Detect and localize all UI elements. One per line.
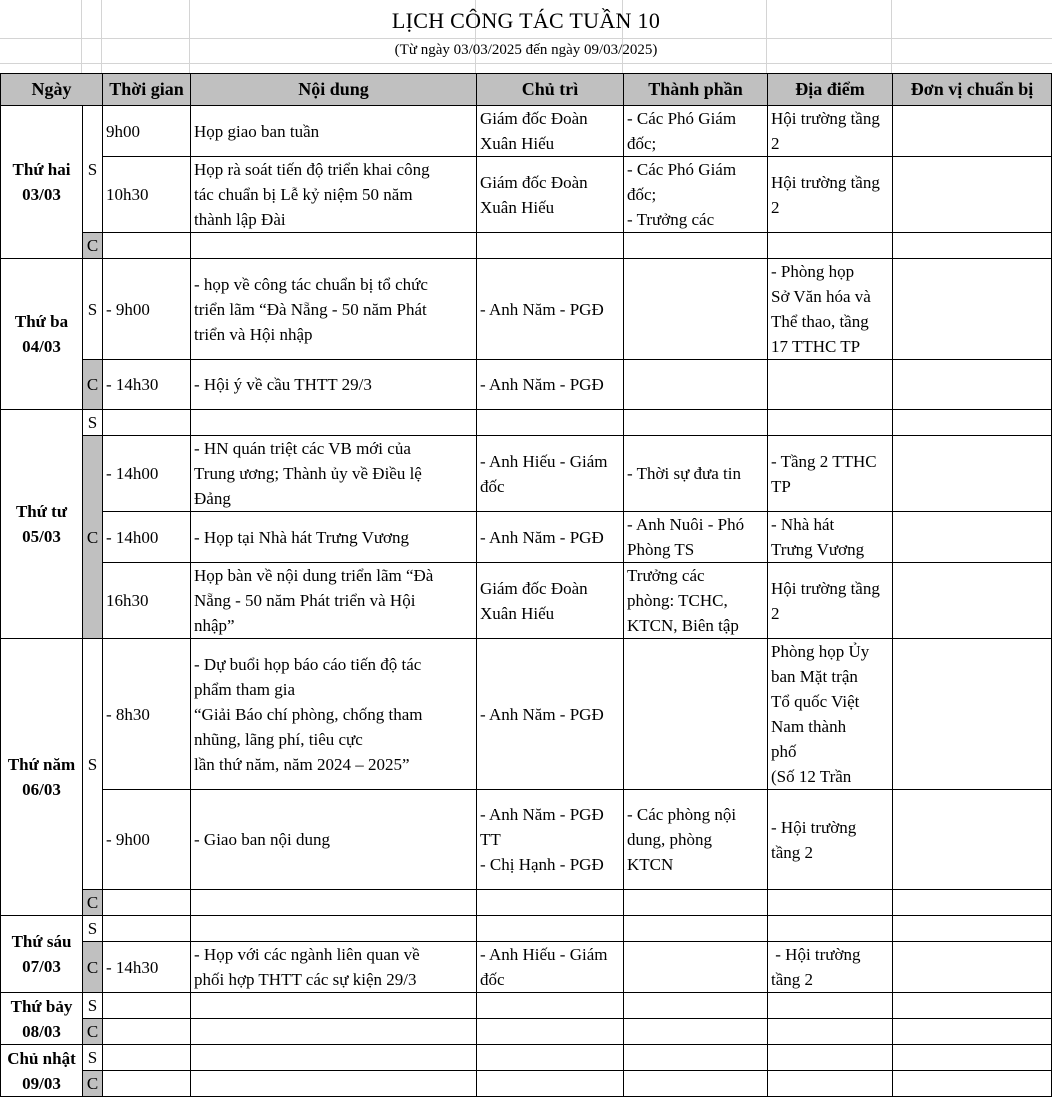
table-row [1,106,1052,157]
day-name: Thứ bảy [10,996,73,1016]
prep-unit-cell [893,916,1052,942]
prep-unit-cell [893,157,1052,233]
text-line: Họp giao ban tuần [194,121,320,141]
text-line: - Phòng họp [771,262,855,281]
table-row [1,563,1052,639]
table-row [1,360,1052,410]
members-cell [624,233,768,259]
text-line: Giám đốc Đoàn [480,578,588,598]
text-line: 17 TTHC TP [771,337,861,356]
text-line: - HN quán triệt các VB mới của [194,439,411,458]
date-range: (Từ ngày 03/03/2025 đến ngày 09/03/2025) [394,42,658,58]
text-line: triển lãm “Đà Nẵng - 50 năm Phát [194,299,427,319]
location-cell [768,1045,893,1071]
text-line: đốc [480,970,505,989]
text-line: tầng 2 [771,970,814,989]
text-line: phẩm tham gia [194,679,296,699]
text-line: - Anh Hiếu - Giám [480,451,608,471]
location-cell [768,890,893,916]
prep-unit-cell [893,512,1052,563]
location-cell [768,993,893,1019]
table-row [1,890,1052,916]
prep-unit-cell [893,233,1052,259]
session-morning: S [83,259,103,360]
text-line: Xuân Hiếu [480,134,555,153]
text-line: Trung ương; Thành ủy về Điều lệ [194,464,422,483]
text-line: đốc; [627,185,657,204]
text-line: Hội trường tầng [771,109,880,128]
text-line: - Giao ban nội dung [194,830,330,849]
host-cell [477,1045,624,1071]
time-cell [103,1019,191,1045]
text-line: Đảng [194,489,231,508]
text-line: Họp rà soát tiến độ triển khai công [194,160,430,179]
day-date: 06/03 [22,780,61,799]
table-row [1,233,1052,259]
gridline [0,63,1052,64]
content-cell [191,790,477,890]
content-cell [191,360,477,410]
day-name: Thứ ba [14,312,69,331]
location-cell [768,106,893,157]
text-line: - Thời sự đưa tin [627,464,741,483]
text-line: Phòng họp Ủy [771,642,870,661]
text-line: phòng: TCHC, [627,591,728,610]
text-line: Nẵng - 50 năm Phát triển và Hội [194,591,416,610]
location-cell [768,157,893,233]
text-line: TP [771,476,791,496]
time-cell: - 9h00 [103,790,191,890]
session-afternoon: C [83,890,103,916]
members-cell [624,157,768,233]
text-line: đốc [480,476,505,496]
table-row [1,942,1052,993]
day-name: Thứ sáu [11,932,72,951]
text-line: - Anh Năm - PGĐ [480,375,604,394]
day-date: 07/03 [22,957,61,976]
day-cell [1,410,83,639]
text-line: lần thứ năm, năm 2024 – 2025” [194,754,410,774]
text-line: - Dự buổi họp báo cáo tiến độ tác [194,654,422,674]
members-cell [624,942,768,993]
content-cell [191,410,477,436]
time-cell: - 14h00 [103,512,191,563]
content-cell [191,639,477,790]
day-name: Chủ nhật [7,1048,76,1068]
members-cell [624,410,768,436]
col-header-content: Nội dung [191,74,477,106]
members-cell [624,1019,768,1045]
day-date: 05/03 [22,527,61,546]
text-line: Phòng TS [627,540,695,559]
text-line: Nam thành [771,717,847,736]
prep-unit-cell [893,259,1052,360]
text-line: - Anh Năm - PGĐ [480,527,604,547]
text-line: 2 [771,603,780,623]
text-line: 2 [771,197,780,217]
text-line: - Các Phó Giám [627,160,737,179]
text-line: Thể thao, tầng [771,312,869,331]
text-line: triển và Hội nhập [194,324,313,344]
time-cell: 9h00 [103,106,191,157]
time-cell [103,410,191,436]
time-cell: - 14h00 [103,436,191,512]
text-line: - Họp với các ngành liên quan về [194,945,420,964]
location-cell [768,259,893,360]
members-cell [624,790,768,890]
table-row [1,1019,1052,1045]
session-morning: S [83,1045,103,1071]
day-date: 03/03 [22,185,61,204]
content-cell [191,993,477,1019]
text-line: - Trưởng các [627,210,715,229]
host-cell [477,233,624,259]
table-row [1,1045,1052,1071]
host-cell [477,890,624,916]
host-cell [477,942,624,993]
location-cell [768,512,893,563]
text-line: Giám đốc Đoàn [480,172,588,192]
members-cell [624,436,768,512]
day-date: 09/03 [22,1073,61,1093]
content-cell [191,916,477,942]
text-line: (Số 12 Trần [771,767,852,786]
location-cell [768,916,893,942]
time-cell [103,1045,191,1071]
table-row [1,790,1052,890]
location-cell [768,1071,893,1097]
content-cell [191,157,477,233]
text-line: 2 [771,134,780,153]
text-line: - Hội trường [771,817,857,837]
session-afternoon: C [83,942,103,993]
members-cell [624,259,768,360]
table-row [1,259,1052,360]
text-line: - Tầng 2 TTHC [771,451,877,471]
content-cell [191,233,477,259]
host-cell [477,1071,624,1097]
prep-unit-cell [893,1019,1052,1045]
content-cell [191,1019,477,1045]
time-cell [103,233,191,259]
prep-unit-cell [893,890,1052,916]
host-cell [477,259,624,360]
members-cell [624,563,768,639]
text-line: TT [480,830,501,849]
text-line: - Các phòng nội [627,805,737,824]
prep-unit-cell [893,639,1052,790]
time-cell: - 14h30 [103,360,191,410]
text-line: - Anh Nuôi - Phó [627,515,745,534]
members-cell [624,639,768,790]
host-cell [477,639,624,790]
content-cell [191,1071,477,1097]
content-cell [191,890,477,916]
prep-unit-cell [893,563,1052,639]
time-cell [103,916,191,942]
session-afternoon: C [83,1071,103,1097]
text-line: Hội trường tầng [771,172,880,192]
col-header-members: Thành phần [624,74,768,106]
host-cell [477,157,624,233]
time-cell: 10h30 [103,157,191,233]
text-line: tầng 2 [771,842,814,862]
day-name: Thứ năm [7,755,76,774]
col-header-day: Ngày [1,74,103,106]
page-title: LỊCH CÔNG TÁC TUẦN 10 [391,8,661,33]
session-afternoon: C [83,436,103,639]
host-cell [477,512,624,563]
table-row [1,410,1052,436]
prep-unit-cell [893,993,1052,1019]
text-line: phối hợp THTT các sự kiện 29/3 [194,970,417,989]
location-cell [768,410,893,436]
table-row [1,157,1052,233]
text-line: dung, phòng [627,830,712,849]
host-cell [477,993,624,1019]
location-cell [768,563,893,639]
text-line: - họp về công tác chuẩn bị tổ chức [194,274,428,294]
table-row [1,436,1052,512]
time-cell: 16h30 [103,563,191,639]
host-cell [477,1019,624,1045]
text-line: - Chị Hạnh - PGĐ [480,855,604,874]
prep-unit-cell [893,1071,1052,1097]
day-date: 08/03 [22,1021,61,1041]
text-line: - Hội ý về cầu THTT 29/3 [194,375,372,394]
host-cell [477,916,624,942]
session-afternoon: C [83,1019,103,1045]
members-cell [624,890,768,916]
text-line: “Giải Báo chí phòng, chống tham [194,704,423,724]
host-cell [477,410,624,436]
prep-unit-cell [893,1045,1052,1071]
text-line: Trưng Vương [771,540,865,559]
text-line: - Họp tại Nhà hát Trưng Vương [194,527,410,547]
text-line: Họp bàn về nội dung triển lãm “Đà [194,566,434,585]
location-cell [768,436,893,512]
members-cell [624,993,768,1019]
header-row [1,74,1052,106]
members-cell [624,106,768,157]
text-line: thành lập Đài [194,210,286,229]
text-line: Xuân Hiếu [480,197,555,217]
content-cell [191,106,477,157]
table-row [1,1071,1052,1097]
text-line: Sở Văn hóa và [771,287,871,306]
prep-unit-cell [893,436,1052,512]
text-line: - Anh Năm - PGĐ [480,805,604,824]
text-line: nhập” [194,616,235,635]
text-line: Xuân Hiếu [480,603,555,623]
members-cell [624,512,768,563]
text-line: - Nhà hát [771,515,835,534]
table-row [1,916,1052,942]
session-afternoon: C [83,360,103,410]
host-cell [477,436,624,512]
time-cell [103,890,191,916]
schedule-table [0,73,1052,1097]
members-cell [624,360,768,410]
text-line: đốc; [627,134,657,153]
prep-unit-cell [893,360,1052,410]
text-line: Trưởng các [627,566,705,585]
time-cell [103,993,191,1019]
day-cell [1,106,83,259]
day-cell [1,1045,83,1097]
prep-unit-cell [893,790,1052,890]
location-cell [768,639,893,790]
session-morning: S [83,410,103,436]
content-cell [191,942,477,993]
text-line: - Anh Năm - PGĐ [480,299,604,319]
time-cell [103,1071,191,1097]
content-cell [191,259,477,360]
col-header-time: Thời gian [103,74,191,106]
text-line: nhũng, lãng phí, tiêu cực [194,729,363,749]
text-line: Tổ quốc Việt [771,692,860,711]
content-cell [191,512,477,563]
prep-unit-cell [893,106,1052,157]
members-cell [624,916,768,942]
text-line: Giám đốc Đoàn [480,109,588,128]
host-cell [477,563,624,639]
location-cell [768,1019,893,1045]
members-cell [624,1045,768,1071]
day-cell [1,259,83,410]
prep-unit-cell [893,942,1052,993]
col-header-location: Địa điểm [768,74,893,106]
prep-unit-cell [893,410,1052,436]
session-afternoon: C [83,233,103,259]
location-cell [768,233,893,259]
text-line: KTCN [627,855,674,874]
table-row [1,512,1052,563]
text-line: - Hội trường [771,945,861,964]
col-header-prep-unit: Đơn vị chuẩn bị [893,74,1052,106]
table-row [1,993,1052,1019]
time-cell: - 8h30 [103,639,191,790]
text-line: phố [771,742,797,761]
host-cell [477,360,624,410]
host-cell [477,790,624,890]
session-morning: S [83,106,103,233]
day-date: 04/03 [22,337,61,356]
host-cell [477,106,624,157]
day-cell [1,993,83,1045]
text-line: Hội trường tầng [771,578,880,598]
text-line: ban Mặt trận [771,667,858,686]
time-cell: - 9h00 [103,259,191,360]
members-cell [624,1071,768,1097]
day-name: Thứ hai [12,160,71,179]
gridline [0,38,1052,39]
content-cell [191,436,477,512]
day-name: Thứ tư [15,502,68,521]
location-cell [768,360,893,410]
content-cell [191,1045,477,1071]
day-cell [1,639,83,916]
session-morning: S [83,993,103,1019]
text-line: - Các Phó Giám [627,109,737,128]
session-morning: S [83,639,103,890]
text-line: KTCN, Biên tập [627,616,739,635]
text-line: - Anh Hiếu - Giám [480,945,608,964]
session-morning: S [83,916,103,942]
location-cell [768,942,893,993]
text-line: - Anh Năm - PGĐ [480,704,604,724]
table-row [1,639,1052,790]
time-cell: - 14h30 [103,942,191,993]
content-cell [191,563,477,639]
location-cell [768,790,893,890]
text-line: tác chuẩn bị Lễ kỷ niệm 50 năm [194,185,413,204]
day-cell [1,916,83,993]
col-header-host: Chủ trì [477,74,624,106]
